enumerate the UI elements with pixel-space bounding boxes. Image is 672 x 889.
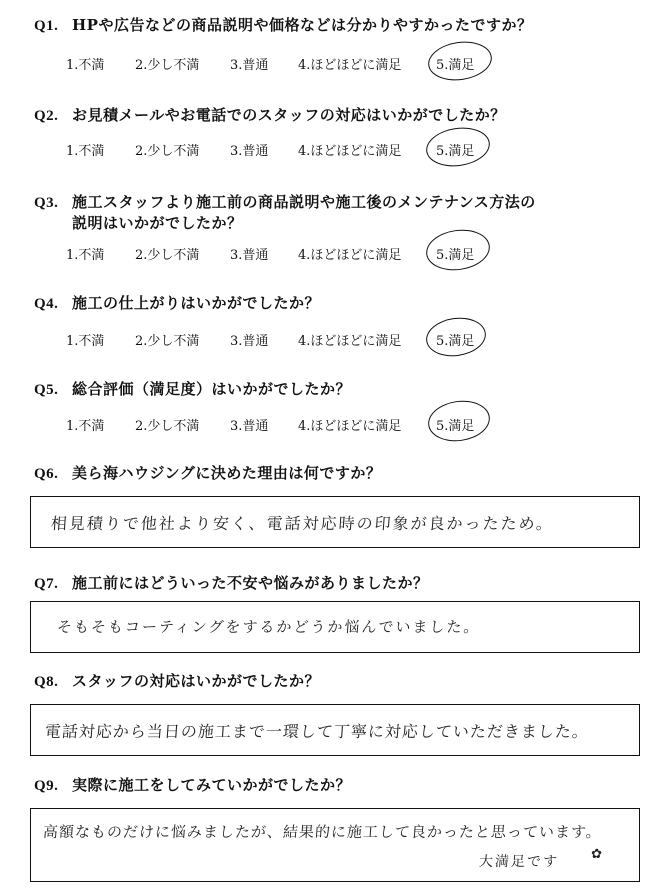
question-9-text: 実際に施工をしてみていかがでしたか？ xyxy=(72,776,352,794)
question-6-number: Q6. xyxy=(34,466,59,482)
q4-option-1[interactable]: 1.不満 xyxy=(66,334,105,349)
q2-option-5[interactable]: 5.満足 xyxy=(436,144,475,159)
question-8-number: Q8. xyxy=(34,674,59,690)
q1-option-1[interactable]: 1.不満 xyxy=(66,58,105,73)
question-1-text: HPや広告などの商品説明や価格などは分かりやすかったですか？ xyxy=(72,16,533,34)
q5-option-2[interactable]: 2.少し不満 xyxy=(135,419,200,434)
q5-option-3[interactable]: 3.普通 xyxy=(230,419,269,434)
q8-answer-box xyxy=(30,704,640,756)
question-6-title xyxy=(34,462,381,483)
q8-answer-text: 電話対応から当日の施工まで一環して丁寧に対応していただきました。 xyxy=(44,722,590,741)
q2-option-3[interactable]: 3.普通 xyxy=(230,144,269,159)
q3-option-5[interactable]: 5.満足 xyxy=(436,248,475,263)
question-9-title xyxy=(34,774,351,795)
question-1-title xyxy=(34,14,532,35)
q2-option-2[interactable]: 2.少し不満 xyxy=(135,144,200,159)
question-1-number: Q1. xyxy=(34,18,59,34)
question-6-text: 美ら海ハウジングに決めた理由は何ですか？ xyxy=(72,464,382,482)
question-9-number: Q9. xyxy=(34,778,59,794)
question-8-title xyxy=(34,670,320,691)
question-3-options xyxy=(0,244,672,264)
question-7-number: Q7. xyxy=(34,576,59,592)
question-4-options xyxy=(0,330,672,350)
question-2-text: お見積メールやお電話でのスタッフの対応はいかがでしたか？ xyxy=(72,106,506,124)
q5-option-4[interactable]: 4.ほどほどに満足 xyxy=(298,419,402,434)
q1-option-5[interactable]: 5.満足 xyxy=(436,58,475,73)
q4-option-5[interactable]: 5.満足 xyxy=(436,334,475,349)
question-7-title xyxy=(34,572,429,593)
question-4-number: Q4. xyxy=(34,296,59,312)
q3-option-2[interactable]: 2.少し不満 xyxy=(135,248,200,263)
q2-option-4[interactable]: 4.ほどほどに満足 xyxy=(298,144,402,159)
q1-option-2[interactable]: 2.少し不満 xyxy=(135,58,200,73)
q7-answer-box xyxy=(30,601,640,653)
q2-option-1[interactable]: 1.不満 xyxy=(66,144,105,159)
q9-answer-text: 高額なものだけに悩みましたが、結果的に施工して良かったと思っています。 xyxy=(42,823,603,841)
q5-option-5[interactable]: 5.満足 xyxy=(436,419,475,434)
question-2-number: Q2. xyxy=(34,108,59,124)
q4-option-3[interactable]: 3.普通 xyxy=(230,334,269,349)
question-3-title xyxy=(34,192,536,233)
question-2-title xyxy=(34,104,506,125)
question-1-options xyxy=(0,54,672,74)
question-7-text: 施工前にはどういった不安や悩みがありましたか？ xyxy=(72,574,429,592)
question-5-options xyxy=(0,415,672,435)
question-5-number: Q5. xyxy=(34,382,59,398)
question-3-number: Q3. xyxy=(34,195,59,211)
q1-option-3[interactable]: 3.普通 xyxy=(230,58,269,73)
q3-option-1[interactable]: 1.不満 xyxy=(66,248,105,263)
question-4-text: 施工の仕上がりはいかがでしたか？ xyxy=(72,294,321,312)
q4-option-4[interactable]: 4.ほどほどに満足 xyxy=(298,334,402,349)
q3-option-4[interactable]: 4.ほどほどに満足 xyxy=(298,248,402,263)
question-5-text: 総合評価（満足度）はいかがでしたか？ xyxy=(72,380,352,398)
question-4-title xyxy=(34,292,320,313)
q3-option-3[interactable]: 3.普通 xyxy=(230,248,269,263)
q6-answer-text: 相見積りで他社より安く、電話対応時の印象が良かったため。 xyxy=(50,514,555,533)
q7-answer-text: そもそもコーティングをするかどうか悩んでいました。 xyxy=(56,618,482,636)
question-2-options xyxy=(0,140,672,160)
question-8-text: スタッフの対応はいかがでしたか？ xyxy=(72,672,321,690)
question-3-text: 施工スタッフより施工前の商品説明や施工後のメンテナンス方法の xyxy=(72,193,536,211)
question-3-text-line2: 説明はいかがでしたか？ xyxy=(72,214,243,232)
q9-answer-box xyxy=(30,808,640,882)
q4-option-2[interactable]: 2.少し不満 xyxy=(135,334,200,349)
q9-doodle-icon: ✿ xyxy=(590,847,605,862)
q6-answer-box xyxy=(30,496,640,548)
q5-option-1[interactable]: 1.不満 xyxy=(66,419,105,434)
question-5-title xyxy=(34,378,351,399)
q1-option-4[interactable]: 4.ほどほどに満足 xyxy=(298,58,402,73)
q9-answer-extra: 大満足です xyxy=(478,854,560,870)
